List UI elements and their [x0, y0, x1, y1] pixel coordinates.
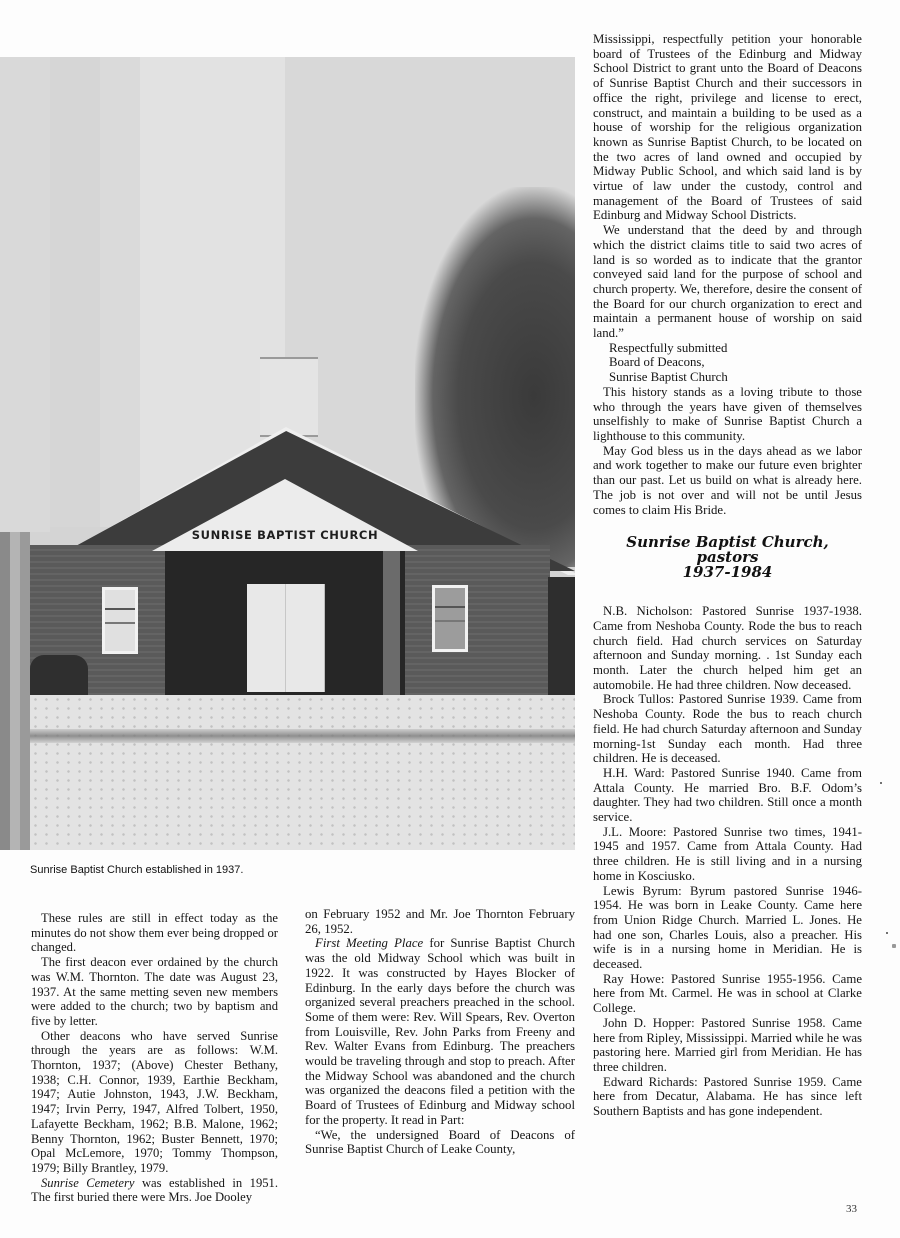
scan-speck [892, 944, 896, 948]
meeting-place-text: for Sunrise Baptist Church was the old Midway School which was built in 1922. It was constructed by Hayes Blocker of Edinburg. In the early days before the church was organized several preachers preached in the school. Some of them were: Rev. Will Spears, Rev. Overton from Louisville, Rev. John Parks from Freeny and Rev. Walter Evans from Edinburg. The preachers would be traveling through and stop to preach. After the Midway School was abandoned and the church was organized the deacons filed a petition with the Board of Trustees of Edinburg and Midway school for the property. It read in Part: [305, 936, 575, 1127]
paragraph: “We, the undersigned Board of Deacons of Sunrise Baptist Church of Leake County, [305, 1127, 575, 1157]
pastor-entry: H.H. Ward: Pastored Sunrise 1940. Came from Attala County. He married Bro. B.F. Odom’s daughter. They had two children. Still once a month service. [593, 765, 862, 825]
title-line: 1937-1984 [682, 563, 773, 582]
photo-curb [30, 729, 575, 743]
scan-speck [880, 782, 882, 784]
pastor-entry: Edward Richards: Pastored Sunrise 1959. Came here from Decatur, Alabama. He has since left Southern Baptists and has gone independent. [593, 1074, 862, 1119]
photo-wall-shadow [548, 577, 575, 695]
photo-front-door [247, 584, 325, 692]
signature-line: Board of Deacons, [609, 355, 705, 370]
paragraph: Other deacons who have served Sunrise through the years are as follows: W.M. Thornton, 1937; (Above) Chester Bethany, 1938; C.H. Connor, 1939, Earthie Beckham, 1947; Autie Johnston, 1943, J.W. Beckham, 1947; Irvin Perry, 1947, Alfred Tolbert, 1950, Lafayette Beckham, 1962; B.B. Malone, 1962; Benny Thornton, 1962; Buster Bennett, 1970; Opal McLemore, 1970; Tommy Thompson, 1979; Billy Brantley, 1979. [31, 1028, 278, 1175]
paragraph: on February 1952 and Mr. Joe Thornton February 26, 1952. [305, 907, 575, 936]
paragraph: May God bless us in the days ahead as we labor and work together to make our future even brighter than our past. Let us build on what is already here. The job is not over and will not be until Jesus comes to claim His Bride. [593, 443, 862, 517]
pastor-entry: Lewis Byrum: Byrum pastored Sunrise 1946-1954. He was born in Leake County. Came here from Union Ridge Church. Married L. Jones. He had one son, Charles Louis, also a preacher. His wife is in a nursing home in Meridian. He is deceased. [593, 883, 862, 972]
cemetery-label: Sunrise Cemetery [41, 1175, 135, 1190]
meeting-place-label: First Meeting Place [315, 936, 424, 951]
photo-caption: Sunrise Baptist Church established in 1937. [30, 864, 244, 876]
paragraph-cemetery [31, 1176, 278, 1205]
church-sign-text: SUNRISE BAPTIST CHURCH [191, 528, 379, 542]
photo-ground [30, 695, 575, 850]
paragraph: These rules are still in effect today as the minutes do not show them ever being dropped or changed. [31, 911, 278, 955]
church-photo [0, 57, 575, 850]
photo-steeple [260, 357, 318, 437]
pastor-entry: N.B. Nicholson: Pastored Sunrise 1937-1938. Came from Neshoba County. Rode the bus to reach church field. Had church services on Saturday afternoon and Sunday morning. . 1st Sunday each month. Later the church helped him get an automobile. He had three children. Now deceased. [593, 604, 862, 692]
page-number: 33 [846, 1203, 857, 1215]
photo-left-edge [0, 532, 30, 850]
photo-left-margin [0, 57, 50, 532]
paragraph: Mississippi, respectfully petition your honorable board of Trustees of the Edinburg and Midway School District to grant unto the Board of Deacons of Sunrise Baptist Church and their successors in office the right, privilege and license to erect, construct, and maintain a building to be used as a house of worship for the religious organization known as Sunrise Baptist Church, to be located on the two acres of land owned and occupied by Midway Public School, and which said land is by virtue of law under the custody, control and management of the Board of Trustees of said Edinburg and Midway School Districts. [593, 32, 862, 223]
signature-line: Respectfully submitted [609, 340, 728, 355]
paragraph: We understand that the deed by and through which the district claims title to said two acres of land is so worded as to indicate that the grantor conveyed said land for the purpose of school and church property. We, therefore, desire the consent of the Board for our church organization to erect and maintain a permanent house of worship on said land.” [593, 223, 862, 341]
photo-window-right [432, 585, 468, 652]
paragraph: The first deacon ever ordained by the church was W.M. Thornton. The date was August 23, 1937. At the same metting seven new members were added to the church; two by baptism and five by letter. [31, 955, 278, 1028]
left-text-column [31, 911, 278, 1205]
middle-text-column [305, 907, 575, 1157]
photo-bush [30, 655, 88, 700]
photo-window-left [102, 587, 138, 654]
paragraph-meeting-place [305, 936, 575, 1127]
pastor-entry: Brock Tullos: Pastored Sunrise 1939. Came from Neshoba County. Rode the bus to reach church field. He had church Saturday afternoon and Sunday morning-1st Sunday each month. Had three children. He is deceased. [593, 692, 862, 766]
cemetery-text: was established in 1951. The first buried there were Mrs. Joe Dooley [31, 1175, 278, 1205]
scan-speck [886, 932, 888, 934]
pastor-entry: Ray Howe: Pastored Sunrise 1955-1956. Came here from Mt. Carmel. He was in school at Clarke College. [593, 971, 862, 1016]
pastor-entry: John D. Hopper: Pastored Sunrise 1958. Came here from Ripley, Mississippi. Married while he was pastoring here. Married girl from Meridian. He has three children. [593, 1015, 862, 1074]
pastor-entry: J.L. Moore: Pastored Sunrise two times, 1941-1945 and 1957. Came from Attala County. Had three children. He is still living and in a nursing home in Kosciusko. [593, 824, 862, 883]
right-text-column [593, 32, 862, 1119]
paragraph: This history stands as a loving tribute to those who through the years have given of themselves unselfishly to make of Sunrise Baptist Church a lighthouse to this community. [593, 384, 862, 443]
signature-line: Sunrise Baptist Church [609, 370, 728, 385]
photo-porch-pillar [383, 551, 400, 696]
title-line: Sunrise Baptist Church, pastors [626, 533, 829, 567]
pastors-section-title [593, 535, 862, 580]
